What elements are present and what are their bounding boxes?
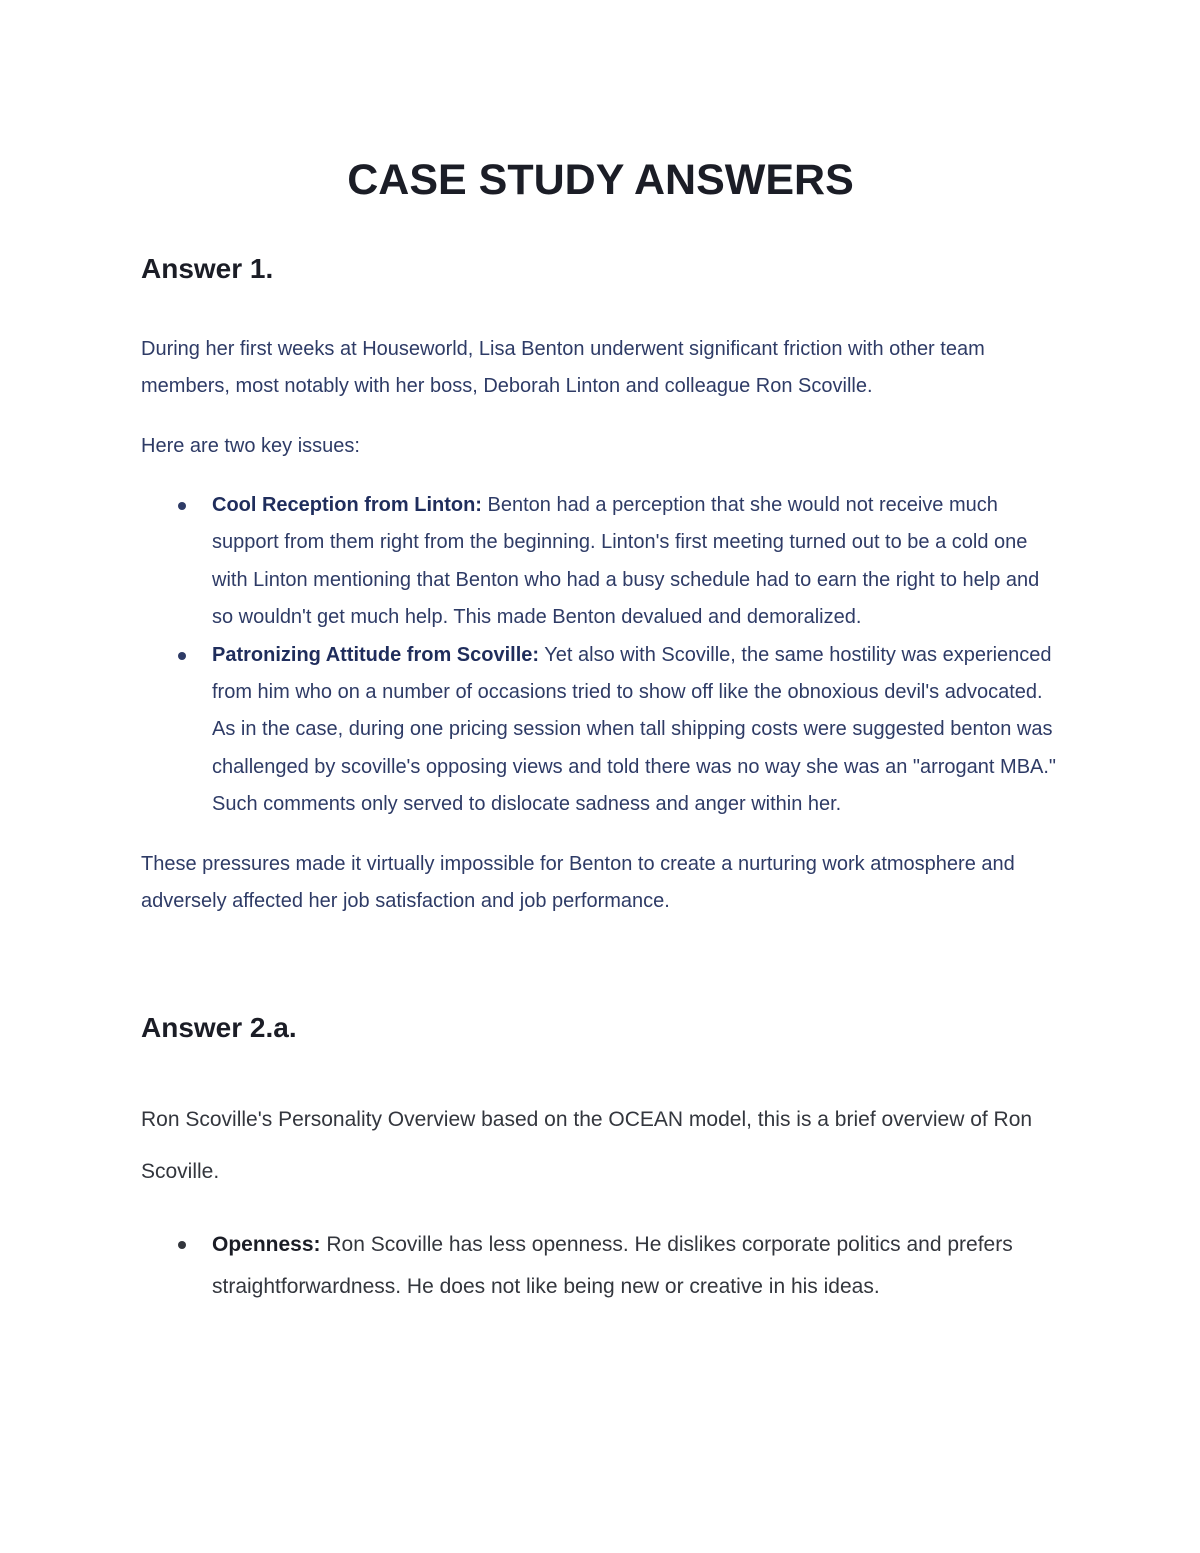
list-item (212, 1224, 1060, 1308)
document-title: CASE STUDY ANSWERS (347, 156, 854, 204)
answer-1-intro-paragraph: During her first weeks at Houseworld, Lisa Benton underwent significant friction with other team members, most notably with her boss, Deborah Linton and colleague Ron Scoville. (141, 338, 985, 397)
key-issues-list (141, 487, 1060, 824)
trait-label: Openness: (212, 1232, 321, 1256)
trait-text: Ron Scoville has less openness. He dislikes corporate politics and prefers straightforwardness. He does not like being new or creative in his ideas. (212, 1232, 1013, 1298)
list-item (212, 637, 1060, 824)
answer-1-conclusion: These pressures made it virtually impossible for Benton to create a nurturing work atmosphere and adversely affected her job satisfaction and job performance. (141, 852, 1015, 912)
answer-1-lead-in: Here are two key issues: (141, 435, 360, 457)
bullet-icon (178, 652, 186, 660)
issue-label: Cool Reception from Linton: (212, 494, 482, 516)
issue-text: Benton had a perception that she would not receive much support from them right from the beginning. Linton's first meeting turned out to be a cold one with Linton mentioning that Benton who had a busy schedule had to earn the right to help and so wouldn't get much help. This made Benton devalued and demoralized. (212, 494, 1040, 629)
issue-label: Patronizing Attitude from Scoville: (212, 643, 540, 666)
issue-text: Yet also with Scoville, the same hostility was experienced from him who on a number of occasions tried to show off like the obnoxious devil's advocated. As in the case, during one pricing session when tall shipping costs were suggested benton was challenged by scoville's opposing views and told there was no way she was an "arrogant MBA." Such comments only served to dislocate sadness and anger within her. (212, 643, 1057, 816)
ocean-traits-list (141, 1224, 1060, 1308)
answer-2a-intro-paragraph: Ron Scoville's Personality Overview based on the OCEAN model, this is a brief overview of Ron Scoville. (141, 1107, 1033, 1183)
bullet-icon (178, 1241, 186, 1249)
bullet-icon (178, 502, 186, 510)
list-item (212, 487, 1060, 637)
answer-2a-heading: Answer 2.a. (141, 1011, 297, 1043)
answer-1-heading: Answer 1. (141, 253, 274, 284)
